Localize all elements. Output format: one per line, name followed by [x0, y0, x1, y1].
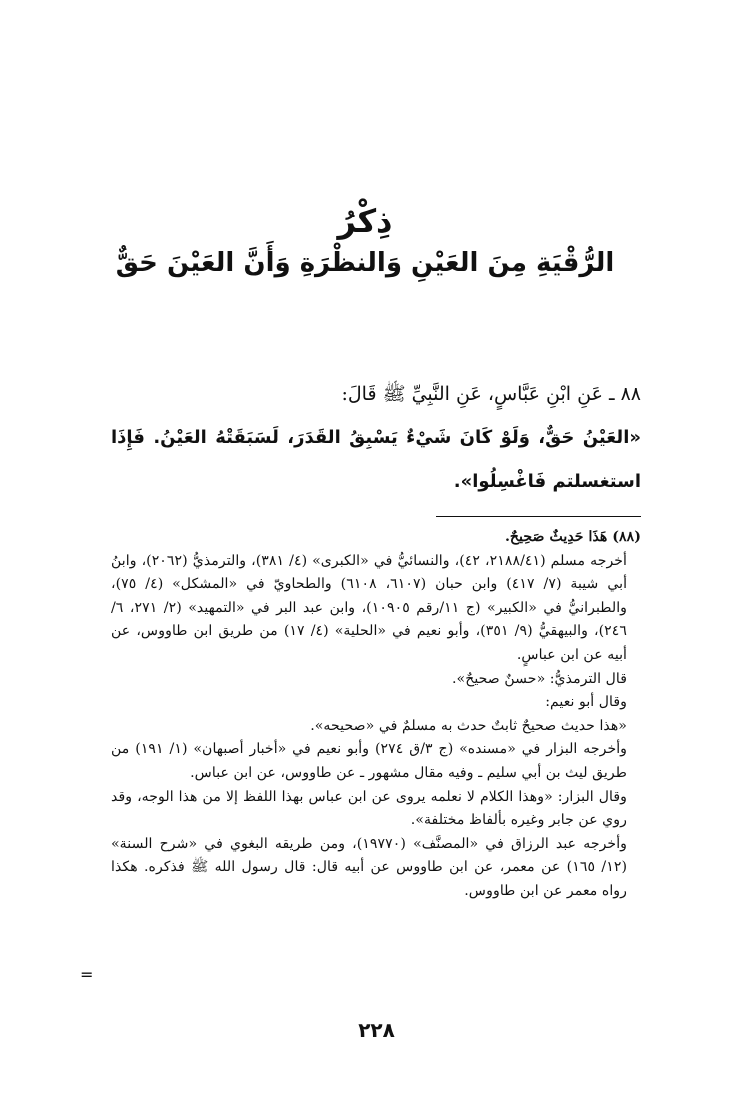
hadith-intro: ٨٨ ـ عَنِ ابْنِ عَبَّاسٍ، عَنِ النَّبِيِّ ﷺ قَالَ: — [341, 383, 641, 405]
chapter-heading — [60, 200, 670, 284]
chapter-subtitle: الرُّقْيَةِ مِنَ العَيْنِ وَالنظْرَةِ وَأَنَّ العَيْنَ حَقٌّ — [115, 248, 615, 278]
page-number: ٢٢٨ — [358, 1018, 395, 1042]
footnotes — [111, 526, 641, 904]
footnote-paragraph: قال الترمذيُّ: «حسنٌ صحيحٌ». — [452, 670, 627, 687]
footnote-paragraph: وقال البزار: «وهذا الكلام لا نعلمه يروى عن ابن عباس بهذا اللفظ إلا من هذا الوجه، وقد روي عن جابر وغيره بألفاظ مختلفة». — [111, 788, 627, 829]
hadith-block — [111, 372, 641, 504]
footnote-paragraph: وقال أبو نعيم: — [545, 694, 627, 711]
hadith-text: «العَيْنُ حَقٌّ، وَلَوْ كَانَ شَيْءٌ يَسْبِقُ القَدَرَ، لَسَبَقَتْهُ العَيْنُ. فَإِذَا استغسلتم فَاغْسِلُوا». — [111, 427, 641, 492]
footnote-paragraph: أخرجه مسلم (٢١٨٨/٤١، ٤٢)، والنسائيُّ في «الكبرى» (٤/ ٣٨١)، والترمذيُّ (٢٠٦٢)، وابنُ أبي شيبة (٧/ ٤١٧) وابن حبان (٦١٠٧، ٦١٠٨) والطحاويّ في «المشكل» (٤/ ٧٥)، والطبرانيُّ في «الكبير» (ج ١١/رقم ١٠٩٠٥)، وابن عبد البر في «التمهيد» (٢/ ٢٧١، ٦/ ٢٤٦)، والبيهقيُّ (٩/ ٣٥١)، وأبو نعيم في «الحلية» (٤/ ١٧) من طريق ابن طاووس، عن أبيه عن ابن عباسٍ. — [111, 552, 628, 663]
footnote-paragraph: وأخرجه البزار في «مسنده» (ج ٣/ق ٢٧٤) وأبو نعيم في «أخبار أصبهان» (١/ ١٩١) من طريق ليث بن أبي سليم ـ وفيه مقال مشهور ـ عن طاووس، عن ابن عباس. — [111, 741, 628, 781]
chapter-title: ذِكْرُ — [337, 202, 393, 240]
footnote-paragraph: «هذا حديث صحيحٌ ثابتٌ حدث به مسلمٌ في «صحيحه». — [310, 717, 627, 734]
continuation-mark: = — [80, 965, 94, 984]
footnote-grade: (٨٨) هَذَا حَدِيثٌ صَحِيحٌ. — [504, 529, 641, 545]
footnote-paragraph: وأخرجه عبد الرزاق في «المصنَّف» (١٩٧٧٠)، ومن طريقه البغوي في «شرح السنة» (١٢/ ١٦٥) عن معمر، عن ابن طاووس عن أبيه قال: قال رسول الله ﷺ فذكره. هكذا رواه معمر عن ابن طاووس. — [111, 835, 627, 899]
footnote-separator — [436, 516, 641, 517]
